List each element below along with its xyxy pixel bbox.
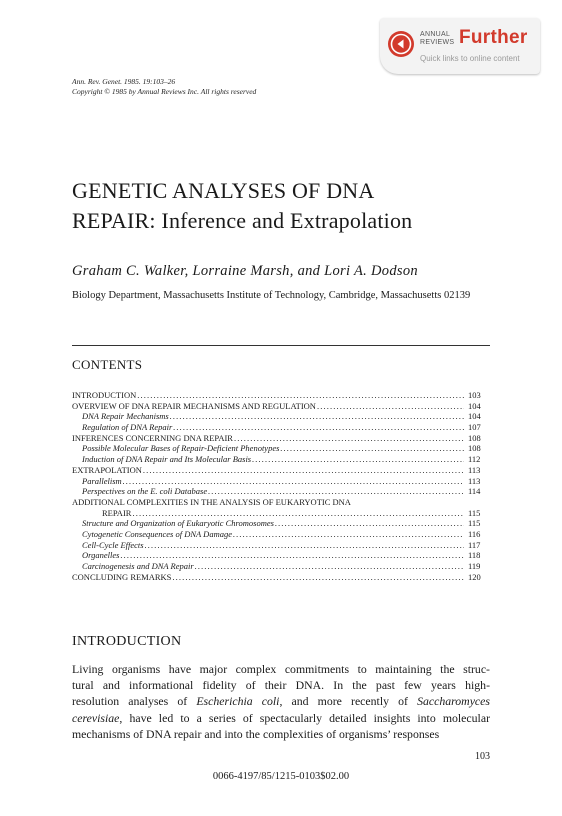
- toc-entry-title: Cytogenetic Consequences of DNA Damage . . .: [82, 529, 464, 540]
- toc-entry[interactable]: [72, 390, 490, 401]
- toc-entry-title: CONCLUDING REMARKS . . .: [72, 572, 464, 583]
- toc-entry-page: 104: [468, 400, 481, 411]
- toc-entry-title: Perspectives on the E. coli Database . . .: [82, 486, 464, 497]
- toc-entry-title: REPAIR . . .: [102, 508, 464, 519]
- toc-entry-title: OVERVIEW OF DNA REPAIR MECHANISMS AND REGULATION . . .: [72, 401, 464, 412]
- toc-entry-title: Parallelism . . .: [82, 476, 464, 487]
- annual-reviews-further-badge[interactable]: [380, 18, 540, 74]
- table-of-contents: [72, 390, 490, 582]
- toc-entry[interactable]: [72, 454, 490, 465]
- toc-entry-title: Induction of DNA Repair and Its Molecular Basis . . .: [82, 454, 464, 465]
- toc-entry-page: 108: [468, 432, 481, 443]
- toc-entry-title: Carcinogenesis and DNA Repair . . .: [82, 561, 464, 572]
- price-code: 0066-4197/85/1215-0103$02.00: [212, 771, 350, 782]
- toc-entry-page: 103: [468, 390, 481, 400]
- toc-entry-title: Cell-Cycle Effects . . .: [82, 540, 464, 551]
- badge-annual-text: ANNUAL: [420, 31, 451, 38]
- toc-entry[interactable]: [72, 572, 490, 583]
- toc-entry-page: 115: [468, 507, 481, 518]
- body-line: mechanisms of DNA repair and into the complexities of organisms’ responses: [72, 726, 440, 741]
- authors: Graham C. Walker, Lorraine Marsh, and Lori A. Dodson: [72, 263, 418, 279]
- contents-heading: CONTENTS: [72, 357, 143, 372]
- journal-citation: [72, 77, 256, 97]
- toc-entry-page: 120: [468, 571, 481, 582]
- toc-entry[interactable]: [72, 497, 490, 508]
- section-divider: [72, 345, 490, 346]
- affiliation: Biology Department, Massachusetts Institute of Technology, Cambridge, Massachusetts 02139: [72, 290, 471, 301]
- citation-line-1: Ann. Rev. Genet. 1985. 19:103–26: [72, 77, 176, 86]
- citation-line-2: Copyright © 1985 by Annual Reviews Inc. All rights reserved: [72, 87, 257, 96]
- toc-entry[interactable]: [72, 443, 490, 454]
- introduction-heading: INTRODUCTION: [72, 634, 182, 649]
- further-brand: Further: [459, 27, 528, 48]
- toc-entry-page: 112: [468, 454, 481, 465]
- toc-entry-title: Possible Molecular Bases of Repair-Deficient Phenotypes . . .: [82, 443, 464, 454]
- toc-entry[interactable]: [72, 465, 490, 476]
- toc-entry-title: Organelles . . .: [82, 550, 464, 561]
- toc-entry[interactable]: [72, 518, 490, 529]
- toc-entry[interactable]: [72, 422, 490, 433]
- badge-subtitle: Quick links to online content: [420, 54, 520, 63]
- toc-entry-page: 104: [468, 411, 481, 422]
- toc-entry[interactable]: [72, 476, 490, 487]
- toc-entry-title: EXTRAPOLATION . . .: [72, 465, 464, 476]
- toc-entry[interactable]: [72, 540, 490, 551]
- toc-entry-page: 118: [468, 550, 481, 561]
- toc-entry-page: 114: [468, 486, 481, 497]
- toc-entry[interactable]: [72, 508, 490, 519]
- toc-entry-title: Structure and Organization of Eukaryotic Chromosomes . . .: [82, 518, 464, 529]
- toc-entry-title: Regulation of DNA Repair . . .: [82, 422, 464, 433]
- toc-entry[interactable]: [72, 486, 490, 497]
- article-title: [72, 176, 512, 236]
- toc-entry-page: 113: [468, 464, 481, 475]
- toc-entry[interactable]: [72, 529, 490, 540]
- toc-entry[interactable]: [72, 561, 490, 572]
- toc-entry-page: 119: [468, 561, 481, 571]
- toc-entry-title: INTRODUCTION . . .: [72, 390, 464, 401]
- body-line: cerevisiae, have led to a series of spectacularly detailed insights into molecular: [72, 710, 490, 725]
- page-number: 103: [475, 751, 490, 762]
- toc-entry-page: 108: [468, 443, 481, 454]
- title-line-2: REPAIR: Inference and Extrapolation: [72, 208, 413, 233]
- toc-entry-page: 115: [468, 518, 481, 529]
- toc-entry[interactable]: [72, 411, 490, 422]
- toc-entry-page: 117: [468, 539, 481, 550]
- annual-reviews-wordmark: [420, 31, 454, 46]
- title-line-1: GENETIC ANALYSES OF DNA: [72, 178, 375, 203]
- body-paragraph: [72, 661, 490, 742]
- toc-entry-title: INFERENCES CONCERNING DNA REPAIR . . .: [72, 433, 464, 444]
- body-line: tural and informational fidelity of their DNA. In the past few years high-: [72, 678, 490, 693]
- badge-reviews-text: REVIEWS: [420, 38, 455, 46]
- back-arrow-icon: [388, 31, 414, 57]
- body-line: Living organisms have major complex commitments to maintaining the struc-: [72, 662, 490, 676]
- toc-entry-title: DNA Repair Mechanisms . . .: [82, 411, 464, 422]
- toc-entry-page: 113: [468, 475, 481, 486]
- toc-entry-page: 116: [468, 528, 481, 539]
- toc-entry[interactable]: [72, 550, 490, 561]
- toc-entry-page: 107: [468, 422, 481, 433]
- toc-entry[interactable]: [72, 433, 490, 444]
- body-line: resolution analyses of Escherichia coli, and more recently of Saccharomyces: [72, 694, 490, 709]
- toc-entry-title: ADDITIONAL COMPLEXITIES IN THE ANALYSIS OF EUKARYOTIC DNA: [72, 496, 351, 507]
- toc-entry[interactable]: [72, 401, 490, 412]
